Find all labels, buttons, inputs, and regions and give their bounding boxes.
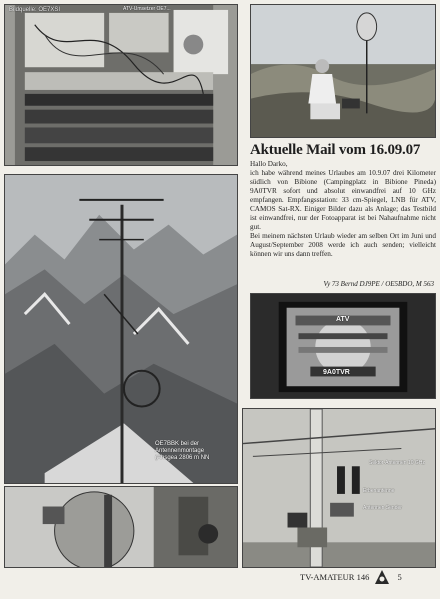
article-paragraph-2: Bei meinem nächsten Urlaub wieder am selben Ort im Juni und August/September 2008 werde ich auch senden; vielleicht können wir uns dann treffen. [250, 232, 436, 258]
mast-label-2: Erbenantenne [363, 488, 395, 494]
photo-label: ATV-Umsetzer OE7... [123, 6, 171, 12]
article-title: Aktuelle Mail vom 16.09.07 [250, 142, 421, 158]
dish-equipment-photo [4, 486, 238, 568]
article-greeting: Hallo Darko, [250, 160, 288, 168]
page-footer [300, 572, 402, 582]
mountain-caption-3: (Ahsgea 2806 m NN [155, 455, 210, 461]
mast-sector-antennas-photo [242, 408, 436, 568]
mountain-caption-1: OE7BBK bei der [155, 441, 200, 447]
article-body [250, 160, 436, 259]
rider-logo-icon [375, 570, 389, 584]
article-signature: Vy 73 Bernd DJ9PE / OE5BDO, M 563 [323, 280, 434, 288]
photo-credit: Bildquelle: OE7XSI [9, 7, 61, 13]
magazine-name: TV-AMATEUR 146 [300, 572, 370, 582]
beach-receiving-photo [250, 4, 436, 138]
tv-label-top: ATV [336, 316, 350, 323]
mountain-caption-2: Antennenmontage [155, 448, 205, 454]
article-paragraph-1: ich habe während meines Urlaubes am 10.9.07 drei Kilometer südlich von Bibione (Campingplatz in Bibione Pineda) 9A0TVR sofort und absolut einwandfrei auf 10 GHz empfangen. Empfangsstation: 33 cm-Spiegel, LNB für ATV, CAMOS Sat-RX. Einiger Bilder dazu als Anlage; das Testbild ist einwandfrei, nur der Fotoapparat ist bei Nahaufnahme nicht gut. [250, 169, 436, 231]
page-number: 5 [397, 572, 402, 582]
mast-label-1: Sektor-Antennen 10 GHz [369, 460, 425, 466]
tv-label-bottom: 9A0TVR [323, 369, 350, 376]
tv-testpattern-photo [250, 293, 436, 399]
mast-label-3: Antennen Sender [363, 505, 402, 511]
equipment-rack-photo [4, 4, 238, 166]
mountain-antenna-photo [4, 174, 238, 484]
